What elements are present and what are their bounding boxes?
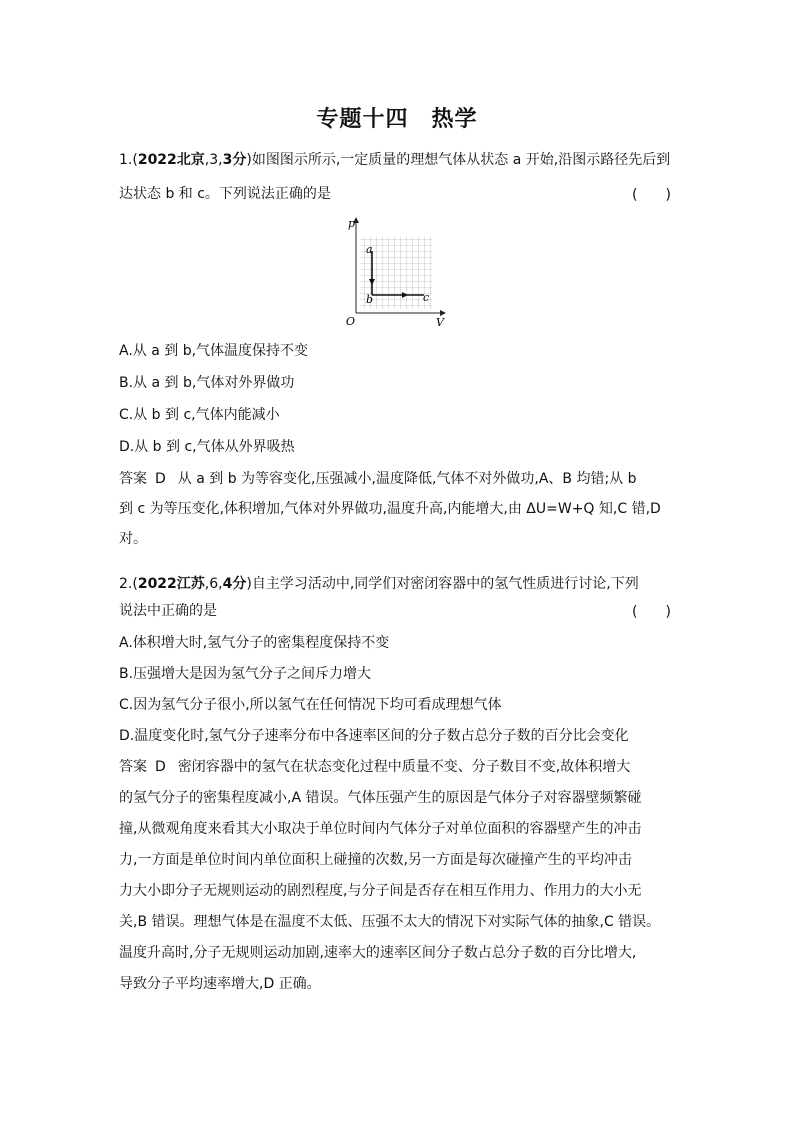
page-title: 专题十四 热学 bbox=[316, 107, 478, 132]
q2-number: 2.( bbox=[119, 576, 138, 592]
point-b-label: b bbox=[366, 293, 374, 306]
q2-explanation-7: 温度升高时,分子无规则运动加剧,速率大的速率区间分子数占总分子数的百分比增大, bbox=[119, 945, 637, 961]
q1-pv-graph bbox=[340, 215, 450, 330]
q1-stem-text: )如图图示所示,一定质量的理想气体从状态 a 开始,沿图示路径先后到 bbox=[246, 152, 671, 168]
q2-stem-line2: 说法中正确的是 bbox=[119, 603, 217, 619]
q2-option-a: A.体积增大时,氢气分子的密集程度保持不变 bbox=[119, 635, 390, 651]
q2-explanation-1: 密闭容器中的氢气在状态变化过程中质量不变、分子数目不变,故体积增大 bbox=[177, 759, 631, 775]
q2-answer-label: 答案 bbox=[119, 759, 147, 775]
q2-explanation-6: 关,B 错误。理想气体是在温度不太低、压强不太大的情况下对实际气体的抽象,C 错误。 bbox=[119, 914, 661, 930]
q2-explanation-8: 导致分子平均速率增大,D 正确。 bbox=[119, 976, 321, 992]
q1-explanation-2: 到 c 为等压变化,体积增加,气体对外界做功,温度升高,内能增大,由 ΔU=W+Q 知,C 错,D bbox=[119, 501, 661, 517]
q1-source-index: ,3, bbox=[204, 152, 223, 168]
q2-stem-line1 bbox=[119, 574, 639, 594]
q2-stem-text: )自主学习活动中,同学们对密闭容器中的氢气性质进行讨论,下列 bbox=[246, 576, 639, 592]
q1-score: 3分 bbox=[222, 152, 247, 168]
q1-explanation-1: 从 a 到 b 为等容变化,压强减小,温度降低,气体不对外做功,A、B 均错;从 b bbox=[177, 471, 637, 487]
q1-answer-blank: ( ) bbox=[632, 187, 671, 203]
q1-answer-line1 bbox=[119, 469, 637, 489]
q2-explanation-4: 力,一方面是单位时间内单位面积上碰撞的次数,另一方面是每次碰撞产生的平均冲击 bbox=[119, 852, 632, 868]
q1-answer-label: 答案 bbox=[119, 471, 147, 487]
q2-option-d: D.温度变化时,氢气分子速率分布中各速率区间的分子数占总分子数的百分比会变化 bbox=[119, 728, 629, 744]
q1-stem-line2: 达状态 b 和 c。下列说法正确的是 bbox=[119, 186, 331, 202]
q1-explanation-3: 对。 bbox=[119, 531, 147, 547]
q1-option-d: D.从 b 到 c,气体从外界吸热 bbox=[119, 439, 295, 455]
q1-option-b: B.从 a 到 b,气体对外界做功 bbox=[119, 375, 295, 391]
q2-explanation-3: 撞,从微观角度来看其大小取决于单位时间内气体分子对单位面积的容器壁产生的冲击 bbox=[119, 821, 642, 837]
p-label: p bbox=[348, 217, 356, 230]
q2-source: 2022江苏 bbox=[137, 576, 205, 592]
q1-stem-line1 bbox=[119, 150, 670, 170]
q2-explanation-5: 力大小即分子无规则运动的剧烈程度,与分子间是否存在相互作用力、作用力的大小无 bbox=[119, 883, 642, 899]
q1-number: 1.( bbox=[119, 152, 138, 168]
q1-option-a: A.从 a 到 b,气体温度保持不变 bbox=[119, 343, 309, 359]
q1-option-c: C.从 b 到 c,气体内能减小 bbox=[119, 407, 280, 423]
v-label: V bbox=[436, 316, 444, 329]
point-a-label: a bbox=[366, 243, 373, 256]
q2-explanation-2: 的氢气分子的密集程度减小,A 错误。气体压强产生的原因是气体分子对容器壁频繁碰 bbox=[119, 790, 642, 806]
q2-answer-line1 bbox=[119, 757, 630, 777]
point-c-label: c bbox=[423, 291, 430, 304]
q2-option-c: C.因为氢气分子很小,所以氢气在任何情况下均可看成理想气体 bbox=[119, 697, 502, 713]
q2-source-index: ,6, bbox=[204, 576, 223, 592]
q2-answer-blank: ( ) bbox=[632, 604, 671, 620]
q1-answer-letter: D bbox=[155, 471, 166, 487]
q2-answer-letter: D bbox=[155, 759, 166, 775]
q1-source: 2022北京 bbox=[137, 152, 205, 168]
origin-label: O bbox=[346, 315, 356, 328]
q2-score: 4分 bbox=[222, 576, 247, 592]
q2-option-b: B.压强增大是因为氢气分子之间斥力增大 bbox=[119, 666, 372, 682]
